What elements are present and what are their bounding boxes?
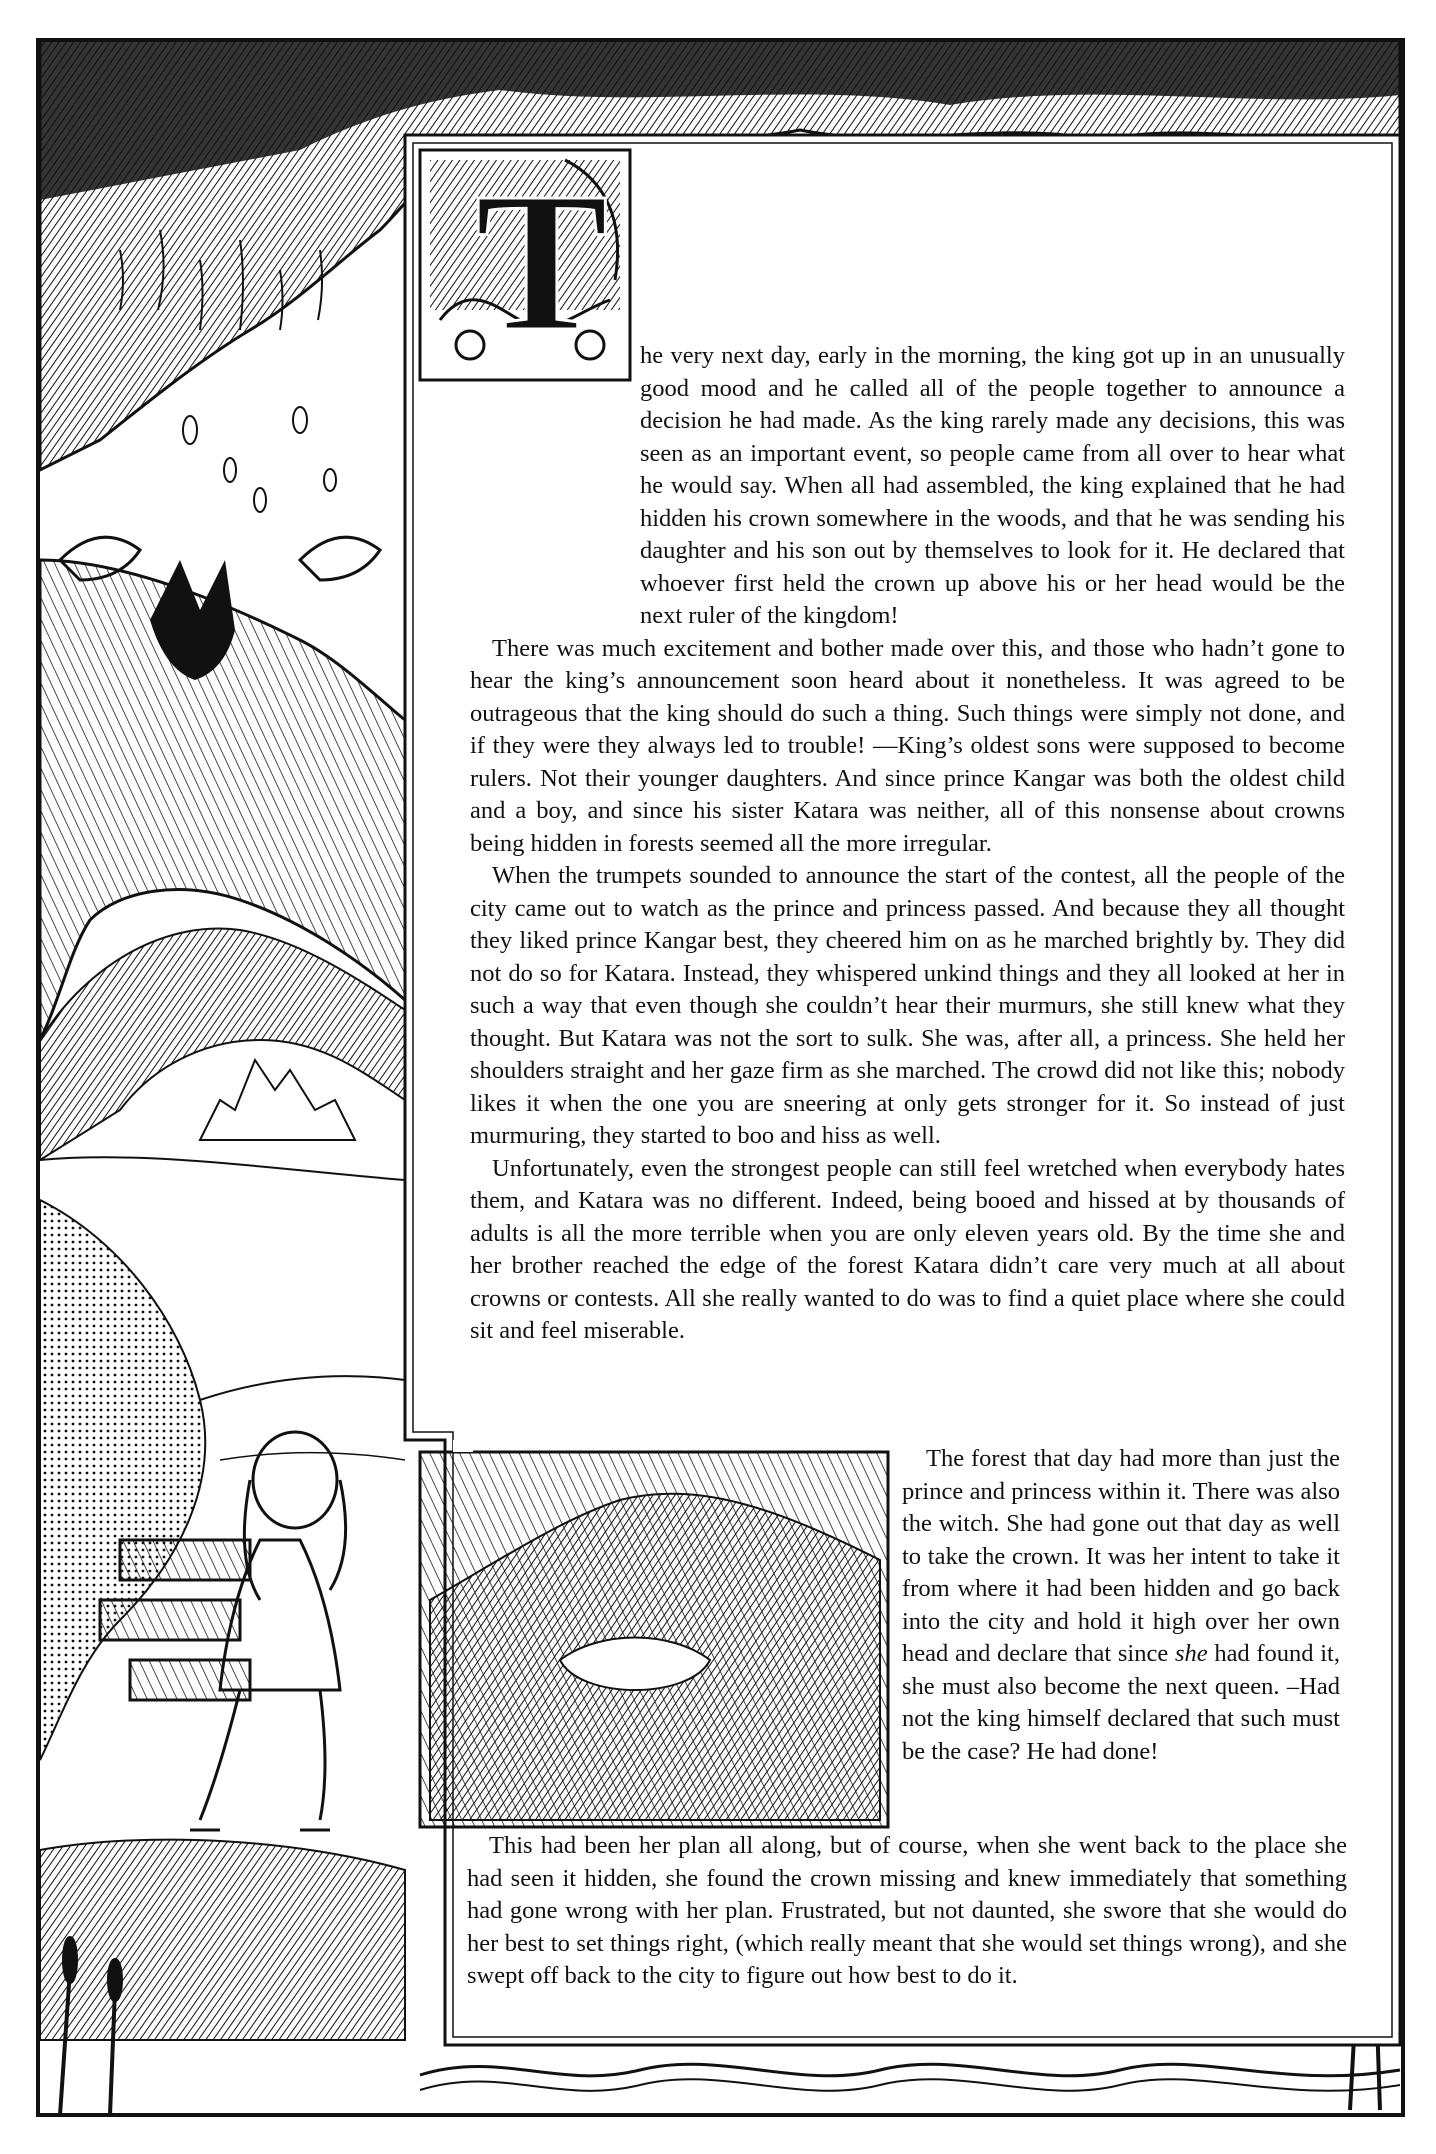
scroll-border	[420, 2064, 1400, 2076]
paragraph-6: This had been her plan all along, but of course, when she went back to the place she had seen it hidden, she found the crown missing and knew immediately that something had gone wrong with her plan. Frustrated, but not daunted, she swore that she would do her best to set things right, (which really meant that she would set things wrong), and she swept off back to the city to figure out how best to do it.	[467, 1832, 1347, 1989]
paragraph-1-text: he very next day, early in the morning, the king got up in an unusually good mood and he called all of the people together to announce a decision he had made. As the king rarely made any decisions, this was seen as an important event, so people came from all over to hear what he would say. When all had assembled, the king explained that he had hidden his crown somewhere in the woods, and that he was sending his daughter and his son out by themselves to look for it. He declared that whoever first held the crown up above his or her head would be the next ruler of the kingdom!	[640, 342, 1345, 629]
paragraph-5	[902, 1443, 1340, 1768]
dropcap-letter: T	[475, 152, 609, 373]
paragraph-4: Unfortunately, even the strongest people can still feel wretched when everybody hates them, and Katara was no different. Indeed, being booed and hissed at by thousands of adults is all the more terrible when you are only eleven years old. By the time she and her brother reached the edge of the forest Katara didn’t care very much at all about crowns or contests. All she really wanted to do was to find a quiet place where she could sit and feel miserable.	[470, 1154, 1345, 1344]
log-pile	[100, 1540, 250, 1700]
distant-city	[200, 1060, 355, 1140]
paragraph-5-em: she	[1174, 1640, 1208, 1667]
paragraph-3: When the trumpets sounded to announce the start of the contest, all the people of the city came out to watch as the prince and princess passed. And because they all thought they liked prince Kangar best, they cheered him on as he marched brightly by. They did not do so for Katara. Instead, they whispered unkind things and they all looked at her in such a way that even though she couldn’t hear their murmurs, she still knew what they thought. But Katara was not the sort to sulk. She was, after all, a princess. She held her shoulders straight and her gaze firm as she marched. The crowd did not like this; nobody likes it when the one you are sneering at only gets stronger for it. So instead of just murmuring, they started to boo and hiss as well.	[470, 862, 1345, 1149]
paragraph-2: There was much excitement and bother made over this, and those who hadn’t gone to hear the king’s announcement soon heard about it nonetheless. It was agreed to be outrageous that the king should do such a thing. Such things were simply not done, and if they were they always led to trouble! —King’s oldest sons were supposed to become rulers. Not their younger daughters. And since prince Kangar was both the oldest child and a boy, and since his sister Katara was neither, all of this nonsense about crowns being hidden in forests seemed all the more irregular.	[470, 634, 1345, 857]
paragraph-5-a: The forest that day had more than just the prince and princess within it. There was also the witch. She had gone out that day as well to take the crown. It was her intent to take it from where it had been hidden and go back into the city and hold it high over her own head and declare that since	[902, 1445, 1340, 1667]
final-story-text	[467, 1830, 1347, 1993]
main-story-text	[470, 340, 1345, 1348]
right-column-text	[902, 1443, 1340, 1768]
paragraph-1	[470, 340, 1345, 633]
paragraph-5-b: had found it, she must also become the next queen. –Had not the king himself declared that such must be the case? He had done!	[902, 1640, 1340, 1765]
